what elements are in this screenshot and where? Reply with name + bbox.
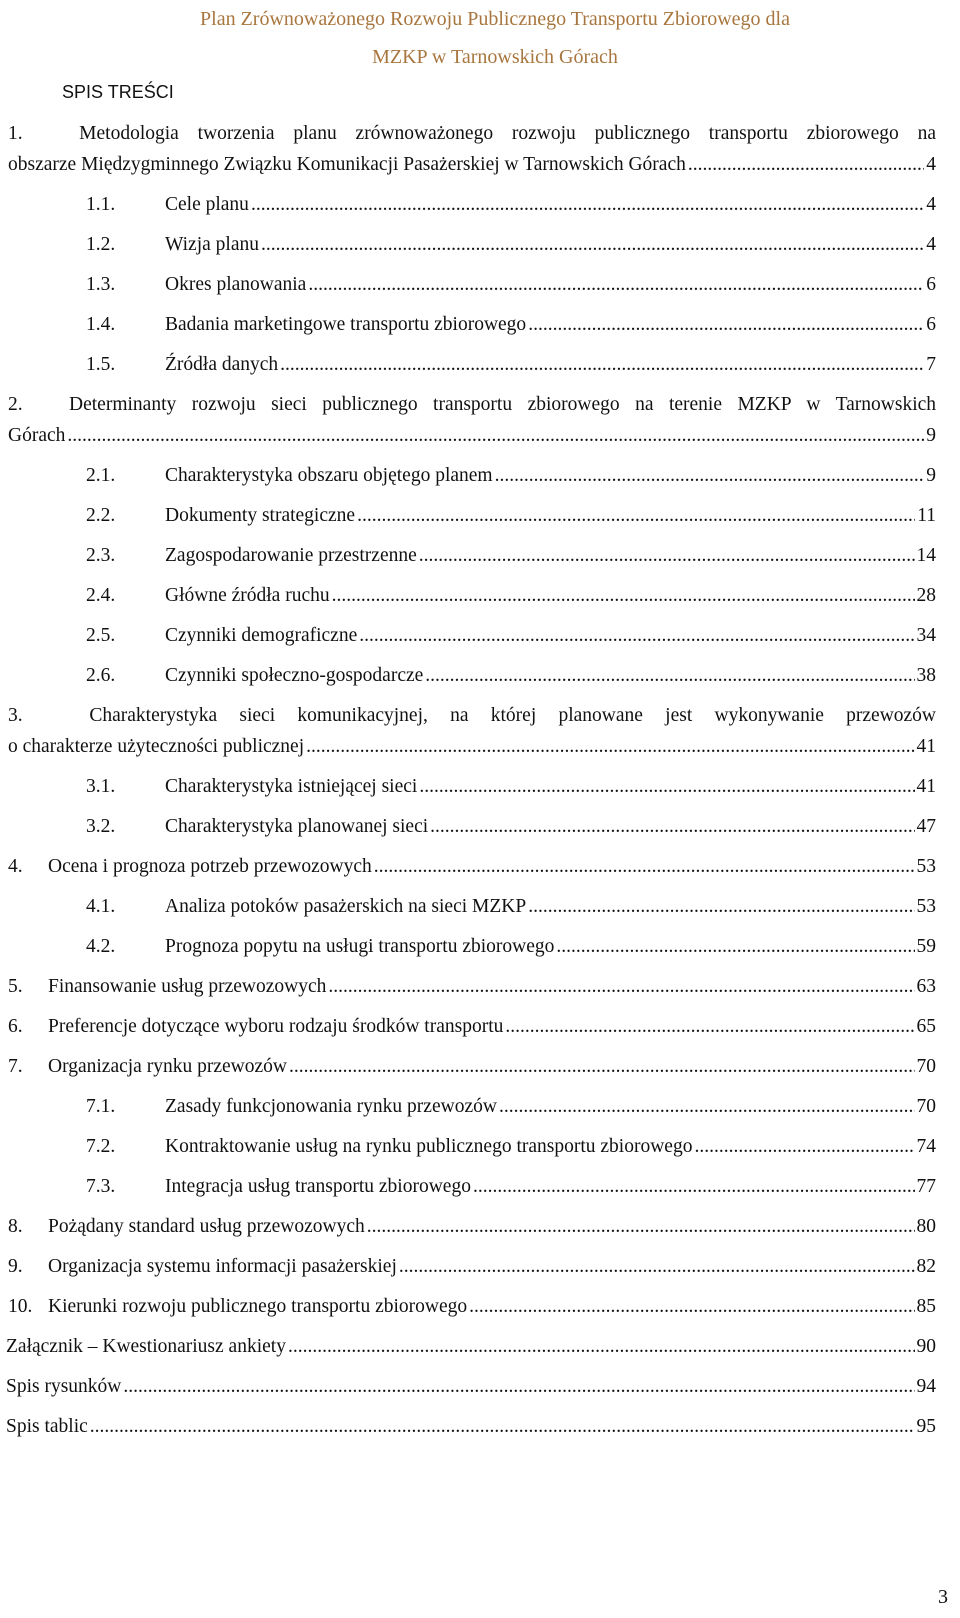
dot-leader — [280, 345, 924, 385]
dot-leader — [90, 1407, 915, 1447]
toc-entry-page: 9 — [926, 465, 936, 486]
toc-entry-text: Wizja planu — [165, 234, 259, 255]
toc-entry[interactable] — [0, 496, 960, 536]
dot-leader — [528, 305, 924, 345]
page-number: 3 — [938, 1586, 948, 1608]
toc-entry[interactable] — [0, 576, 960, 616]
toc-title: SPIS TREŚCI — [62, 82, 174, 102]
dot-leader — [469, 1287, 914, 1327]
toc-entry[interactable] — [0, 887, 960, 927]
toc-entry-number: 6. — [8, 1016, 23, 1037]
toc-entry-text: Charakterystyka istniejącej sieci — [165, 776, 418, 797]
toc-entry-text: Preferencje dotyczące wyboru rodzaju środków transportu — [48, 1016, 504, 1037]
toc-entry-page: 70 — [916, 1056, 936, 1077]
toc-entry-number: 1. — [8, 123, 23, 144]
toc-entry-number: 1.4. — [86, 314, 116, 335]
toc-entry-page: 14 — [916, 545, 936, 566]
toc-entry-number: 4.2. — [86, 936, 116, 957]
toc-entry-number: 1.5. — [86, 354, 116, 375]
toc-entry-number: 5. — [8, 976, 23, 997]
toc-entry[interactable] — [0, 1367, 960, 1407]
toc-entry-number: 8. — [8, 1216, 23, 1237]
toc-entry-number: 2.3. — [86, 545, 116, 566]
toc-entry[interactable] — [0, 1127, 960, 1167]
toc-entry[interactable] — [0, 185, 960, 225]
dot-leader — [308, 265, 924, 305]
header-line-1: Plan Zrównoważonego Rozwoju Publicznego Transportu Zbiorowego dla — [200, 8, 790, 30]
toc-entry-page: 59 — [916, 936, 936, 957]
toc-entry-page: 4 — [926, 234, 936, 255]
dot-leader — [306, 731, 914, 762]
toc-entry-text: Integracja usług transportu zbiorowego — [165, 1176, 471, 1197]
toc-entry-number: 4. — [8, 856, 23, 877]
toc-entry-page: 6 — [926, 314, 936, 335]
dot-leader — [261, 225, 924, 265]
toc-entry-page: 4 — [926, 154, 936, 175]
toc-entry-number: 2. — [8, 394, 23, 415]
toc-entry-number: 7. — [8, 1056, 23, 1077]
dot-leader — [430, 807, 914, 847]
toc-entry-text: Badania marketingowe transportu zbiorowego — [165, 314, 527, 335]
toc-entry[interactable] — [0, 1167, 960, 1207]
toc-entry-page: 65 — [916, 1016, 936, 1037]
toc-entry-text: Spis rysunków — [6, 1376, 122, 1397]
toc-entry-number: 4.1. — [86, 896, 116, 917]
toc-entry-number: 2.4. — [86, 585, 116, 606]
toc-entry-number: 1.1. — [86, 194, 116, 215]
toc-entry-page: 74 — [916, 1136, 936, 1157]
toc-entry-page: 95 — [916, 1416, 936, 1437]
toc-entry-number: 10. — [8, 1296, 33, 1317]
toc-entry-text: Okres planowania — [165, 274, 307, 295]
toc-entry-number: 2.2. — [86, 505, 116, 526]
toc-entry-text: Charakterystyka sieci komunikacyjnej, na której planowane jest wykonywanie przewozów — [89, 705, 937, 726]
toc-entry[interactable] — [0, 345, 960, 385]
toc-entry[interactable] — [0, 1247, 960, 1287]
toc-entry-page: 41 — [916, 736, 936, 757]
toc-entry-page: 41 — [916, 776, 936, 797]
toc-entry-page: 70 — [916, 1096, 936, 1117]
toc-entry-number: 1.2. — [86, 234, 116, 255]
toc-entry-text: Charakterystyka planowanej sieci — [165, 816, 429, 837]
dot-leader — [367, 1207, 915, 1247]
dot-leader — [528, 887, 914, 927]
toc-entry-text: Pożądany standard usług przewozowych — [48, 1216, 365, 1237]
toc-entry-page: 94 — [916, 1376, 936, 1397]
toc-entry-page: 34 — [916, 625, 936, 646]
toc-entry-page: 38 — [916, 665, 936, 686]
toc-entry-text: Determinanty rozwoju sieci publicznego transportu zbiorowego na terenie MZKP w Tarnowskich — [69, 394, 937, 415]
toc-entry-page: 4 — [926, 194, 936, 215]
table-of-contents — [0, 114, 960, 1447]
toc-entry[interactable] — [0, 1007, 960, 1047]
dot-leader — [332, 576, 915, 616]
toc-entry-number: 9. — [8, 1256, 23, 1277]
toc-entry[interactable] — [0, 767, 960, 807]
toc-entry-text: obszarze Międzygminnego Związku Komunikacji Pasażerskiej w Tarnowskich Górach — [8, 154, 686, 175]
toc-entry[interactable] — [0, 967, 960, 1007]
toc-entry-text: Czynniki społeczno-gospodarcze — [165, 665, 424, 686]
dot-leader — [357, 496, 915, 536]
dot-leader — [328, 967, 914, 1007]
toc-entry-text: Analiza potoków pasażerskich na sieci MZKP — [165, 896, 527, 917]
toc-entry-page: 47 — [916, 816, 936, 837]
toc-entry-page: 82 — [916, 1256, 936, 1277]
toc-entry-text: Źródła danych — [165, 354, 279, 375]
toc-entry-number: 3.2. — [86, 816, 116, 837]
toc-entry-text: Ocena i prognoza potrzeb przewozowych — [48, 856, 372, 877]
dot-leader — [694, 1127, 914, 1167]
toc-entry-text: Organizacja rynku przewozów — [48, 1056, 287, 1077]
dot-leader — [374, 847, 915, 887]
dot-leader — [419, 767, 914, 807]
toc-entry-text: Główne źródła ruchu — [165, 585, 330, 606]
toc-entry-number: 2.5. — [86, 625, 116, 646]
toc-entry[interactable] — [0, 456, 960, 496]
toc-entry-number: 3. — [8, 705, 23, 726]
toc-entry[interactable] — [0, 265, 960, 305]
toc-entry[interactable] — [0, 1407, 960, 1447]
toc-entry[interactable] — [0, 927, 960, 967]
toc-entry-number: 2.1. — [86, 465, 116, 486]
toc-entry[interactable] — [0, 616, 960, 656]
header-line-2: MZKP w Tarnowskich Górach — [372, 46, 618, 68]
toc-entry[interactable] — [0, 847, 960, 887]
toc-entry-number: 7.2. — [86, 1136, 116, 1157]
toc-entry-text: Kierunki rozwoju publicznego transportu zbiorowego — [48, 1296, 468, 1317]
toc-entry[interactable] — [0, 656, 960, 696]
toc-entry[interactable] — [0, 305, 960, 345]
dot-leader — [473, 1167, 915, 1207]
dot-leader — [688, 149, 924, 180]
dot-leader — [67, 420, 924, 451]
toc-entry-page: 85 — [916, 1296, 936, 1317]
toc-entry-text: Czynniki demograficzne — [165, 625, 358, 646]
toc-entry-page: 53 — [916, 896, 936, 917]
toc-entry-page: 11 — [917, 505, 936, 526]
dot-leader — [505, 1007, 914, 1047]
toc-entry-text: o charakterze użyteczności publicznej — [8, 736, 305, 757]
toc-entry-page: 7 — [926, 354, 936, 375]
toc-entry[interactable] — [0, 696, 960, 767]
toc-entry[interactable] — [0, 385, 960, 456]
dot-leader — [123, 1367, 914, 1407]
toc-entry-number: 1.3. — [86, 274, 116, 295]
toc-entry-number: 3.1. — [86, 776, 116, 797]
dot-leader — [499, 1087, 915, 1127]
toc-entry-text: Zagospodarowanie przestrzenne — [165, 545, 417, 566]
toc-entry-text: Kontraktowanie usług na rynku publicznego transportu zbiorowego — [165, 1136, 693, 1157]
toc-entry[interactable] — [0, 1207, 960, 1247]
toc-entry[interactable] — [0, 1287, 960, 1327]
toc-entry[interactable] — [0, 807, 960, 847]
toc-entry[interactable] — [0, 114, 960, 185]
toc-entry[interactable] — [0, 536, 960, 576]
toc-entry-page: 63 — [916, 976, 936, 997]
dot-leader — [359, 616, 914, 656]
toc-entry-text: Organizacja systemu informacji pasażerskiej — [48, 1256, 397, 1277]
toc-entry-text: Spis tablic — [6, 1416, 88, 1437]
dot-leader — [399, 1247, 915, 1287]
dot-leader — [419, 536, 915, 576]
dot-leader — [556, 927, 914, 967]
toc-entry[interactable] — [0, 1327, 960, 1367]
toc-entry-text: Zasady funkcjonowania rynku przewozów — [165, 1096, 497, 1117]
toc-entry[interactable] — [0, 1047, 960, 1087]
toc-entry-page: 6 — [926, 274, 936, 295]
toc-entry-number: 7.3. — [86, 1176, 116, 1197]
document-header — [0, 0, 960, 76]
toc-entry-text: Górach — [8, 425, 66, 446]
toc-entry-text: Metodologia tworzenia planu zrównoważonego rozwoju publicznego transportu zbiorowego na — [79, 123, 936, 144]
toc-entry-page: 77 — [916, 1176, 936, 1197]
toc-entry-text: Finansowanie usług przewozowych — [48, 976, 327, 997]
dot-leader — [288, 1327, 915, 1367]
toc-entry-page: 28 — [916, 585, 936, 606]
toc-entry-number: 7.1. — [86, 1096, 116, 1117]
toc-entry[interactable] — [0, 1087, 960, 1127]
toc-entry-number: 2.6. — [86, 665, 116, 686]
dot-leader — [251, 185, 924, 225]
dot-leader — [425, 656, 914, 696]
toc-entry-text: Załącznik – Kwestionariusz ankiety — [6, 1336, 286, 1357]
toc-entry-page: 90 — [916, 1336, 936, 1357]
toc-entry[interactable] — [0, 225, 960, 265]
toc-entry-page: 80 — [916, 1216, 936, 1237]
toc-entry-page: 53 — [916, 856, 936, 877]
toc-entry-text: Prognoza popytu na usługi transportu zbiorowego — [165, 936, 555, 957]
toc-entry-text: Charakterystyka obszaru objętego planem — [165, 465, 493, 486]
dot-leader — [495, 456, 925, 496]
dot-leader — [289, 1047, 915, 1087]
toc-entry-page: 9 — [926, 425, 936, 446]
toc-entry-text: Cele planu — [165, 194, 249, 215]
toc-entry-text: Dokumenty strategiczne — [165, 505, 356, 526]
